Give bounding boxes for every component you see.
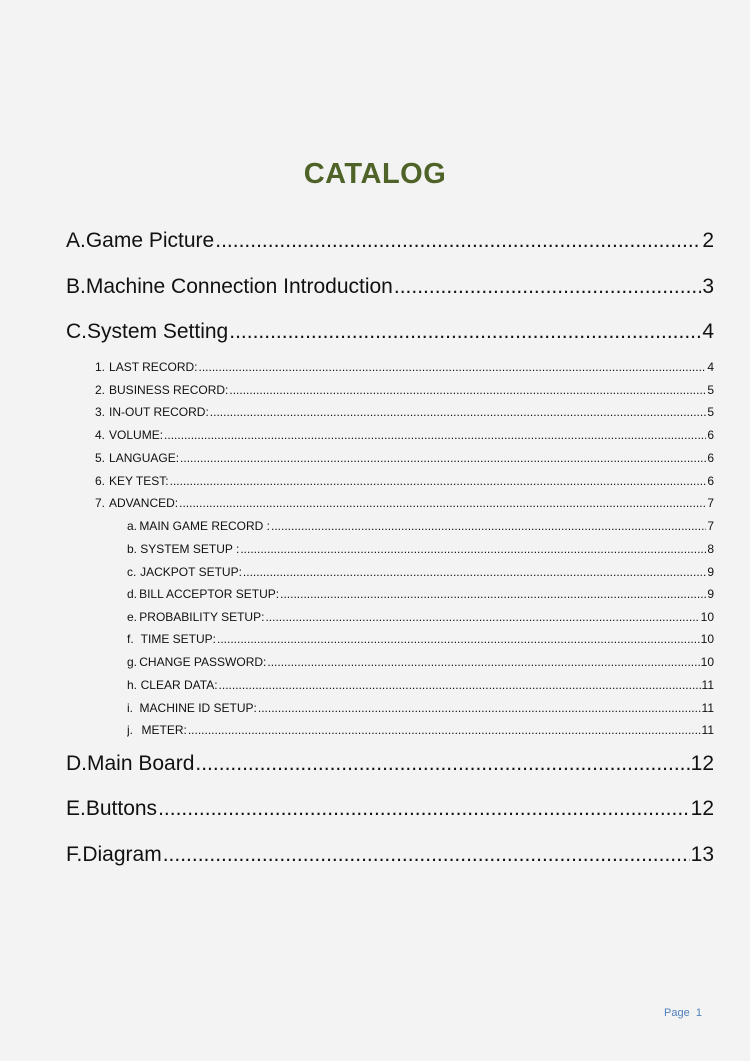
toc-entry-last-record[interactable] — [95, 360, 714, 378]
toc-entry-number: b. — [127, 542, 138, 556]
toc-entry-machine-id-setup[interactable] — [127, 701, 714, 719]
toc-entry-number: f. — [127, 632, 134, 646]
toc-entry-number: D. — [66, 752, 87, 775]
toc-entry-label: PROBABILITY SETUP: — [139, 610, 265, 624]
toc-entry-page: 6 — [707, 474, 714, 488]
toc-entry-main-board[interactable] — [66, 752, 714, 782]
toc-entry-page: 6 — [707, 451, 714, 465]
toc-entry-system-setup[interactable] — [127, 542, 714, 560]
toc-leader-dots — [240, 542, 706, 556]
toc-entry-label: METER: — [141, 723, 187, 737]
toc-entry-advanced[interactable] — [95, 496, 714, 514]
toc-entry-number: h. — [127, 678, 138, 692]
toc-entry-number: 5. — [95, 451, 106, 465]
toc-entry-time-setup[interactable] — [127, 632, 714, 650]
toc-leader-dots — [267, 655, 699, 669]
toc-entry-meter[interactable] — [127, 723, 714, 741]
toc-entry-page: 9 — [707, 565, 714, 579]
toc-entry-number: C. — [66, 320, 87, 343]
toc-entry-number: E. — [66, 797, 86, 820]
toc-leader-dots — [188, 723, 701, 737]
toc-entry-page: 10 — [700, 655, 714, 669]
toc-entry-page: 11 — [701, 678, 714, 692]
toc-leader-dots — [170, 474, 707, 488]
toc-entry-label: ADVANCED: — [109, 496, 179, 510]
toc-entry-page: 13 — [690, 843, 714, 866]
toc-entry-page: 12 — [690, 797, 714, 820]
toc-entry-game-picture[interactable] — [66, 229, 714, 259]
toc-entry-label: Diagram — [82, 843, 162, 866]
toc-entry-clear-data[interactable] — [127, 678, 714, 696]
toc-entry-volume[interactable] — [95, 428, 714, 446]
toc-entry-bill-acceptor-setup[interactable] — [127, 587, 714, 605]
toc-entry-label: KEY TEST: — [109, 474, 169, 488]
toc-entry-number: B. — [66, 275, 86, 298]
toc-entry-language[interactable] — [95, 451, 714, 469]
toc-entry-page: 4 — [702, 320, 714, 343]
toc-entry-label: Game Picture — [85, 229, 215, 252]
toc-leader-dots — [198, 360, 706, 374]
toc-entry-label: CHANGE PASSWORD: — [139, 655, 267, 669]
page-number: 1 — [695, 1007, 702, 1019]
toc-entry-label: LAST RECORD: — [109, 360, 198, 374]
toc-entry-number: a. — [127, 519, 138, 533]
toc-entry-number: 3. — [95, 405, 106, 419]
toc-entry-page: 3 — [702, 275, 714, 298]
toc-entry-label: Machine Connection Introduction — [85, 275, 393, 298]
toc-entry-page: 5 — [707, 383, 714, 397]
toc-entry-label: LANGUAGE: — [109, 451, 180, 465]
toc-entry-page: 7 — [707, 519, 714, 533]
toc-leader-dots — [158, 797, 690, 821]
toc-entry-label: System Setting — [87, 320, 229, 343]
toc-leader-dots — [394, 275, 701, 299]
toc-leader-dots — [179, 496, 706, 510]
toc-entry-number: 6. — [95, 474, 106, 488]
toc-leader-dots — [195, 752, 689, 776]
toc-entry-label: BUSINESS RECORD: — [109, 383, 229, 397]
toc-entry-system-setting[interactable] — [66, 320, 714, 350]
page-footer — [664, 1007, 702, 1019]
toc-entry-number: c. — [127, 565, 137, 579]
page-label: Page — [664, 1007, 690, 1019]
toc-entry-number: i. — [127, 701, 133, 715]
toc-leader-dots — [229, 383, 706, 397]
toc-entry-number: d. — [127, 587, 138, 601]
toc-entry-page: 9 — [707, 587, 714, 601]
toc-entry-main-game-record[interactable] — [127, 519, 714, 537]
toc-entry-business-record[interactable] — [95, 383, 714, 401]
toc-leader-dots — [215, 229, 701, 253]
toc-entry-label: MACHINE ID SETUP: — [139, 701, 257, 715]
toc-leader-dots — [164, 428, 706, 442]
toc-entry-change-password[interactable] — [127, 655, 714, 673]
toc-entry-label: MAIN GAME RECORD : — [139, 519, 270, 533]
toc-entry-machine-connection[interactable] — [66, 275, 714, 305]
toc-entry-number: g. — [127, 655, 138, 669]
catalog-title: CATALOG — [303, 158, 447, 190]
toc-entry-buttons[interactable] — [66, 797, 714, 827]
toc-entry-label: BILL ACCEPTOR SETUP: — [139, 587, 280, 601]
toc-leader-dots — [210, 405, 707, 419]
toc-entry-diagram[interactable] — [66, 843, 714, 873]
toc-entry-in-out-record[interactable] — [95, 405, 714, 423]
toc-entry-page: 11 — [701, 701, 714, 715]
toc-entry-number: F. — [66, 843, 83, 866]
toc-entry-number: e. — [127, 610, 138, 624]
toc-entry-label: CLEAR DATA: — [140, 678, 218, 692]
toc-entry-page: 8 — [707, 542, 714, 556]
toc-entry-number: A. — [66, 229, 86, 252]
toc-leader-dots — [219, 678, 701, 692]
toc-entry-page: 5 — [707, 405, 714, 419]
toc-entry-label: Buttons — [85, 797, 158, 820]
toc-entry-label: IN-OUT RECORD: — [109, 405, 209, 419]
toc-entry-probability-setup[interactable] — [127, 610, 714, 628]
toc-entry-number: j. — [127, 723, 133, 737]
toc-entry-page: 12 — [690, 752, 714, 775]
toc-leader-dots — [163, 843, 690, 867]
toc-leader-dots — [258, 701, 701, 715]
toc-entry-number: 7. — [95, 496, 106, 510]
toc-entry-number: 4. — [95, 428, 106, 442]
toc-leader-dots — [217, 632, 700, 646]
toc-leader-dots — [280, 587, 706, 601]
toc-entry-page: 4 — [707, 360, 714, 374]
toc-entry-label: Main Board — [87, 752, 195, 775]
toc-entry-label: VOLUME: — [109, 428, 164, 442]
toc-entry-page: 11 — [701, 723, 714, 737]
toc-leader-dots — [271, 519, 706, 533]
toc-entry-label: SYSTEM SETUP : — [140, 542, 240, 556]
toc-entry-jackpot-setup[interactable] — [127, 565, 714, 583]
toc-entry-page: 10 — [700, 610, 714, 624]
toc-entry-page: 2 — [702, 229, 714, 252]
toc-leader-dots — [180, 451, 706, 465]
toc-leader-dots — [229, 320, 701, 344]
toc-entry-label: TIME SETUP: — [140, 632, 216, 646]
toc-entry-number: 2. — [95, 383, 106, 397]
toc-entry-label: JACKPOT SETUP: — [140, 565, 242, 579]
toc-entry-page: 7 — [707, 496, 714, 510]
toc-leader-dots — [265, 610, 699, 624]
toc-entry-number: 1. — [95, 360, 106, 374]
toc-entry-page: 10 — [700, 632, 714, 646]
toc-entry-page: 6 — [707, 428, 714, 442]
toc-leader-dots — [243, 565, 706, 579]
toc-entry-key-test[interactable] — [95, 474, 714, 492]
